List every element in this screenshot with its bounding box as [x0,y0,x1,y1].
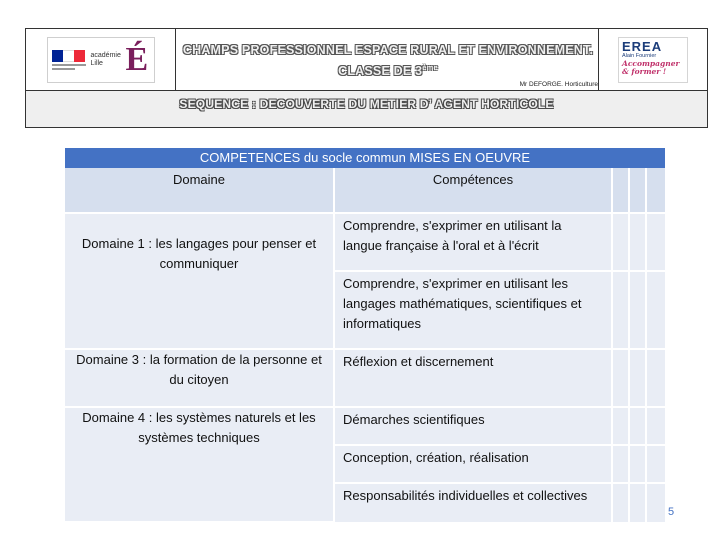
title-line-1: CHAMPS PROFESSIONNEL ESPACE RURAL ET ENVIRONNEMENT. [182,43,594,57]
check-cell [630,214,645,270]
competence-cell: Comprendre, s'exprimer en utilisant les langages mathématiques, scientifiques et informatiques [335,272,611,348]
check-cell [630,350,645,406]
competence-cell: Démarches scientifiques [335,408,611,444]
check-cell [613,214,628,270]
column-header-domain: Domaine [65,168,333,212]
check-column-header [613,168,628,212]
check-cell [647,484,665,522]
competence-cell: Comprendre, s'exprimer en utilisant la langue française à l'oral et à l'écrit [335,214,611,270]
check-cell [630,446,645,482]
academie-logo [47,37,155,83]
check-cell [613,408,628,444]
check-cell [647,408,665,444]
author-label: Mr DEFORGE. Horticulture [519,81,598,88]
erea-logo-cell [598,29,707,91]
check-cell [613,446,628,482]
academie-logo-cell [26,29,176,91]
header-top-row [26,29,707,91]
competence-cell: Responsabilités individuelles et collectives [335,484,611,522]
page-number: 5 [668,506,675,518]
check-column-header [647,168,665,212]
table-title: COMPETENCES du socle commun MISES EN OEUVRE [65,148,665,168]
erea-logo: EREA Alain Fournier Accompagner & former ! [618,37,688,83]
column-header-competences: Compétences [335,168,611,212]
check-cell [647,214,665,270]
check-cell [647,446,665,482]
marianne-icon [52,43,86,77]
header-title [178,29,598,91]
check-cell [613,484,628,522]
document-header [25,28,708,128]
check-cell [630,484,645,522]
check-column-header [630,168,645,212]
sequence-row [26,91,707,127]
check-cell [647,272,665,348]
table-header-row [65,168,665,212]
domain-cell: Domaine 4 : les systèmes naturels et les systèmes techniques [65,408,333,521]
competence-cell: Conception, création, réalisation [335,446,611,482]
title-line-2: CLASSE DE 3ème [338,63,438,79]
academie-text: académie Lille [90,52,121,67]
domain-cell: Domaine 3 : la formation de la personne et du citoyen [65,350,333,406]
check-cell [613,350,628,406]
sequence-title: SEQUENCE : DECOUVERTE DU METIER D’ AGENT HORTICOLE [179,97,554,111]
academie-letter-icon: É [125,41,149,78]
check-cell [647,350,665,406]
check-cell [630,272,645,348]
check-cell [630,408,645,444]
domain-cell: Domaine 1 : les langages pour penser et communiquer [65,214,333,348]
check-cell [613,272,628,348]
competence-cell: Réflexion et discernement [335,350,611,406]
